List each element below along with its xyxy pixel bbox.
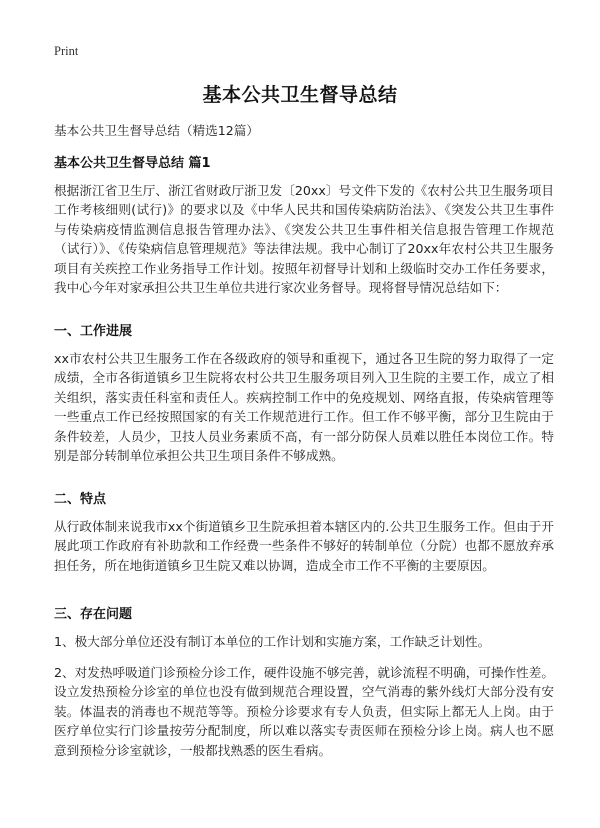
section-heading-problems: 三、存在问题 bbox=[54, 607, 133, 622]
print-link[interactable]: Print bbox=[54, 44, 79, 58]
document-subtitle: 基本公共卫生督导总结（精选12篇） bbox=[54, 123, 259, 138]
intro-paragraph: 根据浙江省卫生厅、浙江省财政厅浙卫发〔20xx〕号文件下发的《农村公共卫生服务项目工作考核细则(试行)》的要求以及《中华人民共和国传染病防治法》、《突发公共卫生事件与传染病疫情监测信息报告管理办法》、《突发公共卫生事件相关信息报告管理工作规范（试行）》、《传染病信息管理规范》等法律法规。我中心制订了20xx年农村公共卫生服务项目有关疾控工作业务指导工作计划。按照年初督导计划和上级临时交办工作任务要求，我中心今年对家承担公共卫生单位共进行家次业务督导。现将督导情况总结如下： bbox=[54, 183, 554, 296]
features-paragraph: 从行政体制来说我市xx个街道镇乡卫生院承担着本辖区内的.公共卫生服务工作。但由于开展此项工作政府有补助款和工作经费一些条件不够好的转制单位（分院）也都不愿放弃承担任务，所在地街道镇乡卫生院又难以协调，造成全市工作不平衡的主要原因。 bbox=[54, 519, 554, 573]
section-heading-features: 二、特点 bbox=[54, 492, 107, 507]
problem-item-1: 1、极大部分单位还没有制订本单位的工作计划和实施方案，工作缺乏计划性。 bbox=[54, 634, 491, 649]
problem-item-2: 2、对发热呼吸道门诊预检分诊工作，硬件设施不够完善，就诊流程不明确，可操作性差。设立发热预检分诊室的单位也没有做到规范合理设置，空气消毒的紫外线灯大部分没有安装。体温表的消毒也不规范等等。预检分诊要求有专人负责，但实际上都无人上岗。由于医疗单位实行门诊量按劳分配制度，所以难以落实专责医师在预检分诊上岗。病人也不愿意到预检分诊室就诊，一般都找熟悉的医生看病。 bbox=[54, 665, 554, 758]
article-heading: 基本公共卫生督导总结 篇1 bbox=[54, 156, 211, 171]
section-heading-progress: 一、工作进展 bbox=[54, 324, 133, 339]
document-title: 基本公共卫生督导总结 bbox=[202, 84, 398, 106]
progress-paragraph: xx市农村公共卫生服务工作在各级政府的领导和重视下，通过各卫生院的努力取得了一定成绩，全市各街道镇乡卫生院将农村公共卫生服务项目列入卫生院的主要工作，成立了相关组织，落实责任科室和责任人。疾病控制工作中的免疫规划、网络直报，传染病管理等一些重点工作已经按照国家的有关工作规范进行工作。但工作不够平衡，部分卫生院由于条件较差，人员少，卫技人员业务素质不高，有一部分防保人员难以胜任本岗位工作。特别是部分转制单位承担公共卫生项目条件不够成熟。 bbox=[54, 351, 554, 464]
